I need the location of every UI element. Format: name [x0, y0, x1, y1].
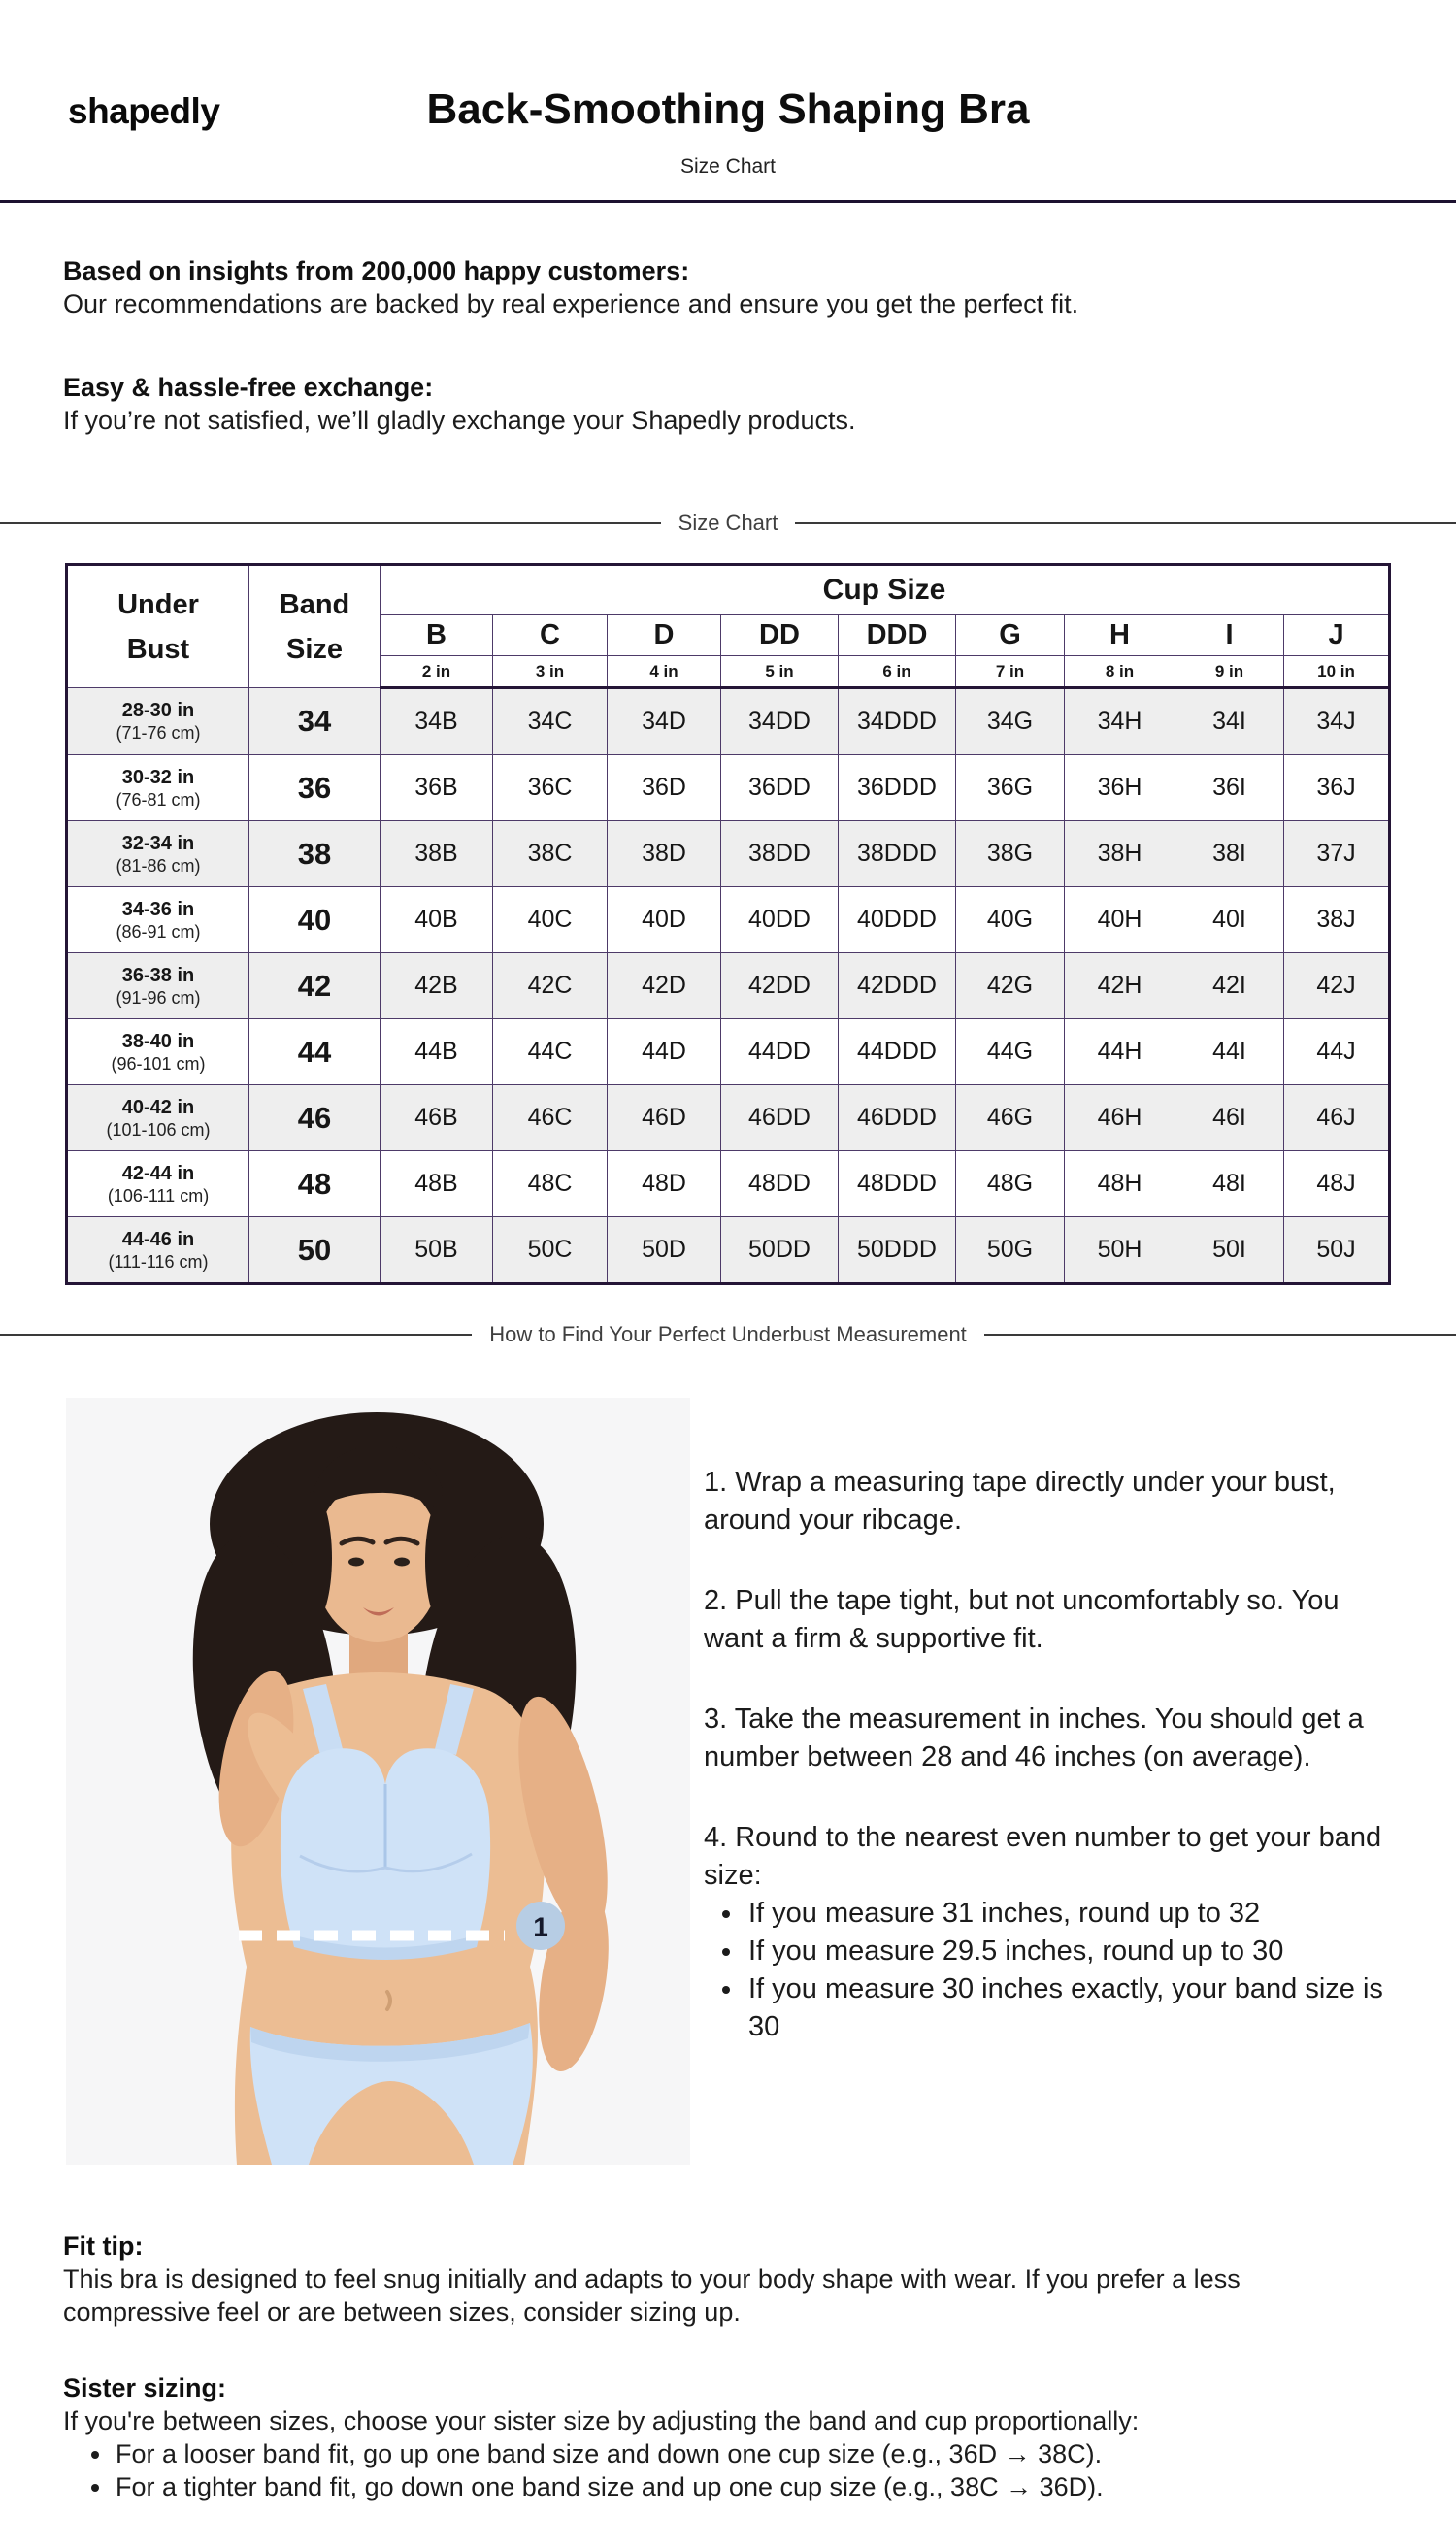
column-header-cupsize: Cup Size [381, 565, 1390, 615]
underbust-cm: (81-86 cm) [116, 855, 201, 876]
bra-size-cell: 42C [493, 953, 608, 1019]
table-row [67, 688, 1390, 755]
bra-size-cell: 48I [1175, 1151, 1284, 1217]
bra-size-cell: 36DD [721, 755, 839, 821]
bra-size-cell: 44H [1065, 1019, 1175, 1085]
bra-size-cell: 50C [493, 1217, 608, 1284]
bra-size-cell: 50G [956, 1217, 1065, 1284]
bra-size-cell: 46DDD [839, 1085, 956, 1151]
bra-size-cell: 34H [1065, 688, 1175, 755]
sister-sizing-item: • For a looser band fit, go up one band size and down one cup size (e.g., 36D → 38C). [114, 2437, 1417, 2470]
intro-body: If you’re not satisfied, we’ll gladly exchange your Shapedly products. [63, 406, 856, 435]
bra-size-cell: 38D [608, 821, 721, 887]
sister-sizing-heading: Sister sizing: [63, 2373, 227, 2402]
underbust-range-cell [67, 953, 249, 1019]
cup-depth-header: 2 in [381, 656, 493, 688]
bra-size-cell: 40H [1065, 887, 1175, 953]
cup-letter-header: I [1175, 615, 1284, 656]
bra-size-cell: 42J [1284, 953, 1390, 1019]
intro-body: Our recommendations are backed by real experience and ensure you get the perfect fit. [63, 289, 1079, 318]
sister-bullet-list [63, 2437, 1417, 2503]
size-table-body [67, 688, 1390, 1284]
rounding-rule-item: • If you measure 30 inches exactly, your band size is 30 [745, 1970, 1395, 2046]
cup-letter-header: G [956, 615, 1065, 656]
fit-tip-body: This bra is designed to feel snug initially and adapts to your body shape with wear. If you prefer a less compressive feel or are between sizes, consider sizing up. [63, 2265, 1241, 2327]
bra-size-cell: 46H [1065, 1085, 1175, 1151]
badge-number: 1 [533, 1911, 548, 1942]
band-size-cell: 40 [249, 887, 381, 953]
cup-depth-header: 3 in [493, 656, 608, 688]
cup-letter-header: DD [721, 615, 839, 656]
rounding-rule-item: • If you measure 29.5 inches, round up to 30 [745, 1933, 1395, 1970]
underbust-range-cell [67, 688, 249, 755]
underbust-inches: 30-32 in [121, 766, 195, 788]
table-row [67, 1217, 1390, 1284]
bra-size-cell: 48H [1065, 1151, 1175, 1217]
bra-size-cell: 40DD [721, 887, 839, 953]
bra-size-cell: 40D [608, 887, 721, 953]
band-size-cell: 38 [249, 821, 381, 887]
bra-size-cell: 38B [381, 821, 493, 887]
band-size-cell: 50 [249, 1217, 381, 1284]
bra-size-cell: 34DD [721, 688, 839, 755]
bra-size-cell: 48J [1284, 1151, 1390, 1217]
bra-size-cell: 46C [493, 1085, 608, 1151]
underbust-range-cell [67, 1217, 249, 1284]
sister-sizing-section [63, 2371, 1417, 2503]
bra-size-cell: 36I [1175, 755, 1284, 821]
bra-size-cell: 44B [381, 1019, 493, 1085]
underbust-cm: (96-101 cm) [111, 1053, 206, 1074]
divider-label: How to Find Your Perfect Underbust Measurement [489, 1322, 967, 1346]
step4-bullet-list [704, 1895, 1395, 2046]
cup-letter-header: D [608, 615, 721, 656]
header-rule [0, 200, 1456, 203]
intro-block-exchange [63, 371, 1398, 437]
underbust-inches: 42-44 in [121, 1162, 195, 1184]
cup-letter-header: J [1284, 615, 1390, 656]
cup-depth-header: 7 in [956, 656, 1065, 688]
underbust-cm: (71-76 cm) [116, 723, 201, 743]
bra-size-cell: 34J [1284, 688, 1390, 755]
bra-size-cell: 50J [1284, 1217, 1390, 1284]
cup-depth-header: 5 in [721, 656, 839, 688]
table-row [67, 1085, 1390, 1151]
model-illustration [66, 1398, 690, 2165]
brand-logo: shapedly [68, 91, 220, 131]
bra-size-cell: 42D [608, 953, 721, 1019]
instruction-step: 3. Take the measurement in inches. You should get a number between 28 and 46 inches (on average). [704, 1704, 1364, 1772]
measurement-instructions [704, 1464, 1395, 2046]
bra-size-cell: 38DDD [839, 821, 956, 887]
bra-size-cell: 42B [381, 953, 493, 1019]
bra-size-cell: 40DDD [839, 887, 956, 953]
bra-size-cell: 36D [608, 755, 721, 821]
bra-size-cell: 38DD [721, 821, 839, 887]
bra-size-cell: 38C [493, 821, 608, 887]
underbust-inches: 44-46 in [121, 1228, 195, 1250]
divider-line [984, 1334, 1456, 1336]
bra-size-cell: 50D [608, 1217, 721, 1284]
band-size-cell: 36 [249, 755, 381, 821]
bra-size-cell: 42G [956, 953, 1065, 1019]
sister-sizing-intro: If you're between sizes, choose your sister size by adjusting the band and cup proportionally: [63, 2406, 1140, 2435]
bra-size-cell: 44D [608, 1019, 721, 1085]
bra-size-cell: 44G [956, 1019, 1065, 1085]
bra-size-cell: 48D [608, 1151, 721, 1217]
underbust-cm: (111-116 cm) [108, 1251, 209, 1272]
underbust-inches: 28-30 in [121, 700, 195, 721]
bra-size-cell: 48C [493, 1151, 608, 1217]
table-row [67, 1151, 1390, 1217]
cup-letter-header: B [381, 615, 493, 656]
table-row [67, 821, 1390, 887]
cup-depth-header: 9 in [1175, 656, 1284, 688]
bra-size-cell: 40G [956, 887, 1065, 953]
bra-size-cell: 34C [493, 688, 608, 755]
intro-heading: Easy & hassle-free exchange: [63, 373, 434, 402]
bra-size-cell: 42DDD [839, 953, 956, 1019]
bra-size-cell: 36C [493, 755, 608, 821]
instruction-step: 1. Wrap a measuring tape directly under your bust, around your ribcage. [704, 1467, 1336, 1536]
bra-size-cell: 38G [956, 821, 1065, 887]
band-size-cell: 44 [249, 1019, 381, 1085]
bra-size-cell: 38I [1175, 821, 1284, 887]
underbust-range-cell [67, 1085, 249, 1151]
divider-line [0, 1334, 472, 1336]
table-row [67, 953, 1390, 1019]
divider-line [0, 522, 661, 524]
cup-depth-header: 6 in [839, 656, 956, 688]
bra-size-cell: 40I [1175, 887, 1284, 953]
band-size-cell: 48 [249, 1151, 381, 1217]
page-title: Back-Smoothing Shaping Bra [426, 85, 1030, 133]
bra-size-cell: 44DDD [839, 1019, 956, 1085]
bra-size-cell: 36H [1065, 755, 1175, 821]
bra-size-cell: 46I [1175, 1085, 1284, 1151]
underbust-range-cell [67, 1019, 249, 1085]
bra-size-cell: 40C [493, 887, 608, 953]
cup-depth-header: 8 in [1065, 656, 1175, 688]
bra-size-cell: 40B [381, 887, 493, 953]
bra-size-cell: 44C [493, 1019, 608, 1085]
table-row [67, 755, 1390, 821]
cup-letter-header: C [493, 615, 608, 656]
cup-depth-header: 10 in [1284, 656, 1390, 688]
column-header-band: Band Size [249, 565, 381, 688]
model-photo [66, 1398, 690, 2165]
bra-size-cell: 34I [1175, 688, 1284, 755]
intro-heading: Based on insights from 200,000 happy customers: [63, 256, 690, 285]
bra-size-cell: 42DD [721, 953, 839, 1019]
sister-sizing-item: • For a tighter band fit, go down one band size and up one cup size (e.g., 38C → 36D). [114, 2470, 1417, 2503]
fit-tip-heading: Fit tip: [63, 2232, 144, 2261]
bra-size-cell: 34B [381, 688, 493, 755]
intro-section [63, 254, 1398, 487]
bra-size-cell: 44DD [721, 1019, 839, 1085]
table-row [67, 1019, 1390, 1085]
underbust-cm: (106-111 cm) [107, 1185, 210, 1206]
bra-size-cell: 37J [1284, 821, 1390, 887]
bra-size-cell: 50B [381, 1217, 493, 1284]
bra-size-cell: 42H [1065, 953, 1175, 1019]
underbust-range-cell [67, 821, 249, 887]
bra-size-cell: 48DD [721, 1151, 839, 1217]
bra-size-cell: 48G [956, 1151, 1065, 1217]
measure-point-badge [516, 1902, 565, 1950]
instruction-step: 2. Pull the tape tight, but not uncomfortably so. You want a firm & supportive fit. [704, 1585, 1340, 1654]
cup-letter-header: H [1065, 615, 1175, 656]
band-size-cell: 42 [249, 953, 381, 1019]
bra-size-cell: 44I [1175, 1019, 1284, 1085]
column-header-underbust: Under Bust [67, 565, 249, 688]
underbust-cm: (86-91 cm) [116, 921, 201, 942]
cup-letter-header: DDD [839, 615, 956, 656]
bra-size-cell: 50DD [721, 1217, 839, 1284]
bra-size-cell: 46B [381, 1085, 493, 1151]
bra-size-cell: 36DDD [839, 755, 956, 821]
bra-size-cell: 48B [381, 1151, 493, 1217]
cup-depth-header: 4 in [608, 656, 721, 688]
band-size-cell: 46 [249, 1085, 381, 1151]
underbust-cm: (91-96 cm) [116, 987, 201, 1008]
underbust-cm: (76-81 cm) [116, 789, 201, 810]
bra-size-cell: 42I [1175, 953, 1284, 1019]
underbust-range-cell [67, 755, 249, 821]
underbust-range-cell [67, 1151, 249, 1217]
bra-size-cell: 36J [1284, 755, 1390, 821]
bra-size-cell: 50I [1175, 1217, 1284, 1284]
table-header-row [67, 565, 1390, 615]
bra-size-cell: 38J [1284, 887, 1390, 953]
bra-size-cell: 50H [1065, 1217, 1175, 1284]
bra-size-cell: 46G [956, 1085, 1065, 1151]
intro-block-customers [63, 254, 1398, 320]
bra-size-cell: 46J [1284, 1085, 1390, 1151]
underbust-inches: 40-42 in [121, 1096, 195, 1118]
instruction-step: 4. Round to the nearest even number to get your band size: [704, 1822, 1382, 1891]
divider-line [795, 522, 1456, 524]
bra-size-cell: 46DD [721, 1085, 839, 1151]
bra-size-cell: 34G [956, 688, 1065, 755]
bra-size-cell: 36G [956, 755, 1065, 821]
underbust-inches: 36-38 in [121, 964, 195, 986]
rounding-rule-item: • If you measure 31 inches, round up to 32 [745, 1895, 1395, 1933]
divider-measurement [0, 1322, 1456, 1347]
page-subtitle: Size Chart [679, 155, 777, 178]
underbust-range-cell [67, 887, 249, 953]
divider-size-chart [0, 511, 1456, 536]
size-table [65, 563, 1391, 1285]
band-size-cell: 34 [249, 688, 381, 755]
divider-label: Size Chart [678, 511, 778, 535]
bra-size-cell: 38H [1065, 821, 1175, 887]
underbust-inches: 38-40 in [121, 1030, 195, 1052]
underbust-cm: (101-106 cm) [106, 1119, 211, 1140]
bra-size-cell: 44J [1284, 1019, 1390, 1085]
bra-size-cell: 50DDD [839, 1217, 956, 1284]
table-row [67, 887, 1390, 953]
fit-tip-section [63, 2230, 1398, 2329]
bra-size-cell: 34DDD [839, 688, 956, 755]
bra-size-cell: 46D [608, 1085, 721, 1151]
bra-size-cell: 36B [381, 755, 493, 821]
underbust-inches: 32-34 in [121, 832, 195, 854]
bra-size-cell: 48DDD [839, 1151, 956, 1217]
bra-size-cell: 34D [608, 688, 721, 755]
underbust-inches: 34-36 in [121, 898, 195, 920]
